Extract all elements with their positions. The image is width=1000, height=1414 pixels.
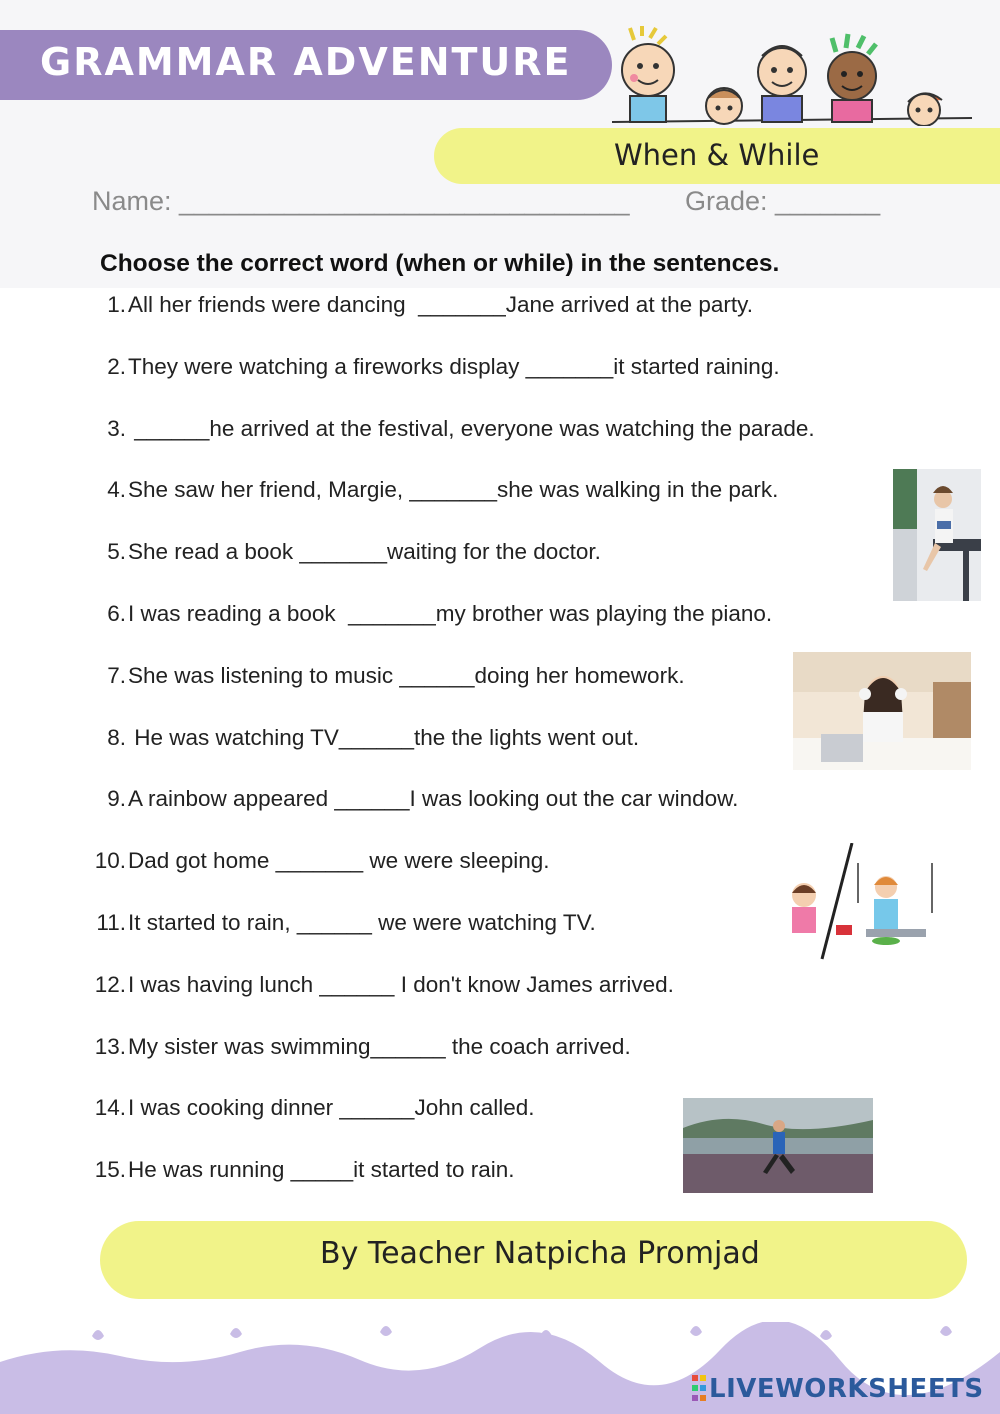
question-item <box>90 972 674 998</box>
brand-text: LIVEWORKSHEETS <box>709 1374 984 1404</box>
question-item <box>90 663 685 689</box>
woman-reading-photo-icon <box>893 469 981 601</box>
question-item <box>90 786 738 812</box>
worksheet-topic: When & While <box>614 138 820 172</box>
question-number: 11. <box>96 910 126 935</box>
question-text[interactable]: A rainbow appeared ______I was looking out the car window. <box>128 786 739 812</box>
worksheet-title: GRAMMAR ADVENTURE <box>40 40 572 84</box>
question-number: 2. <box>107 353 126 379</box>
man-running-photo-icon <box>683 1098 873 1193</box>
question-item <box>90 725 639 751</box>
question-item <box>90 848 550 874</box>
question-text[interactable]: I was cooking dinner ______John called. <box>128 1095 535 1121</box>
question-text[interactable]: She read a book _______waiting for the doctor. <box>128 539 601 565</box>
question-item <box>90 1157 514 1183</box>
question-text[interactable]: I was having lunch ______ I don't know James arrived. <box>128 971 674 997</box>
question-item <box>90 477 778 503</box>
question-text[interactable]: All her friends were dancing _______Jane arrived at the party. <box>128 292 753 317</box>
question-number: 1. <box>107 292 126 317</box>
question-item <box>90 910 596 936</box>
instruction-text: Choose the correct word (when or while) in the sentences. <box>100 250 780 277</box>
question-item <box>90 1095 535 1121</box>
question-number: 7. <box>107 662 126 688</box>
question-number: 3. <box>107 415 126 441</box>
question-text[interactable]: She saw her friend, Margie, _______she was walking in the park. <box>128 477 779 503</box>
question-text[interactable]: They were watching a fireworks display _______it started raining. <box>128 353 780 379</box>
question-item <box>90 539 601 565</box>
girl-headphones-photo-icon <box>793 652 971 770</box>
question-number: 14. <box>94 1095 126 1121</box>
question-item <box>90 416 815 442</box>
question-number: 10. <box>94 848 126 874</box>
question-number: 8. <box>107 724 126 750</box>
question-number: 15. <box>94 1157 126 1183</box>
question-item <box>90 1034 631 1060</box>
question-text[interactable]: It started to rain, ______ we were watching TV. <box>128 910 596 935</box>
question-item <box>90 292 753 318</box>
question-number: 13. <box>94 1033 126 1059</box>
question-item <box>90 601 772 627</box>
question-text[interactable]: He was running _____it started to rain. <box>128 1157 515 1183</box>
liveworksheets-logo-icon <box>692 1375 706 1401</box>
grade-field[interactable]: Grade: _______ <box>685 186 881 216</box>
liveworksheets-brand[interactable] <box>692 1374 984 1404</box>
question-number: 5. <box>107 539 126 565</box>
kids-group-icon <box>612 26 982 126</box>
question-text[interactable]: My sister was swimming______ the coach arrived. <box>128 1033 631 1059</box>
question-text[interactable]: He was watching TV______the the lights went out. <box>128 724 640 750</box>
question-item <box>90 354 780 380</box>
question-text[interactable]: She was listening to music ______doing her homework. <box>128 662 685 688</box>
name-field[interactable]: Name: ______________________________ <box>92 186 630 216</box>
question-number: 4. <box>107 477 126 503</box>
question-text[interactable]: Dad got home _______ we were sleeping. <box>128 848 550 874</box>
question-number: 9. <box>107 786 126 812</box>
author-credit: By Teacher Natpicha Promjad <box>320 1236 760 1271</box>
question-text[interactable]: I was reading a book _______my brother was playing the piano. <box>128 601 773 626</box>
phone-call-cooking-illustration-icon <box>782 843 946 961</box>
question-number: 12. <box>94 971 126 997</box>
question-number: 6. <box>107 601 126 626</box>
question-text[interactable]: ______he arrived at the festival, everyone was watching the parade. <box>128 415 815 441</box>
